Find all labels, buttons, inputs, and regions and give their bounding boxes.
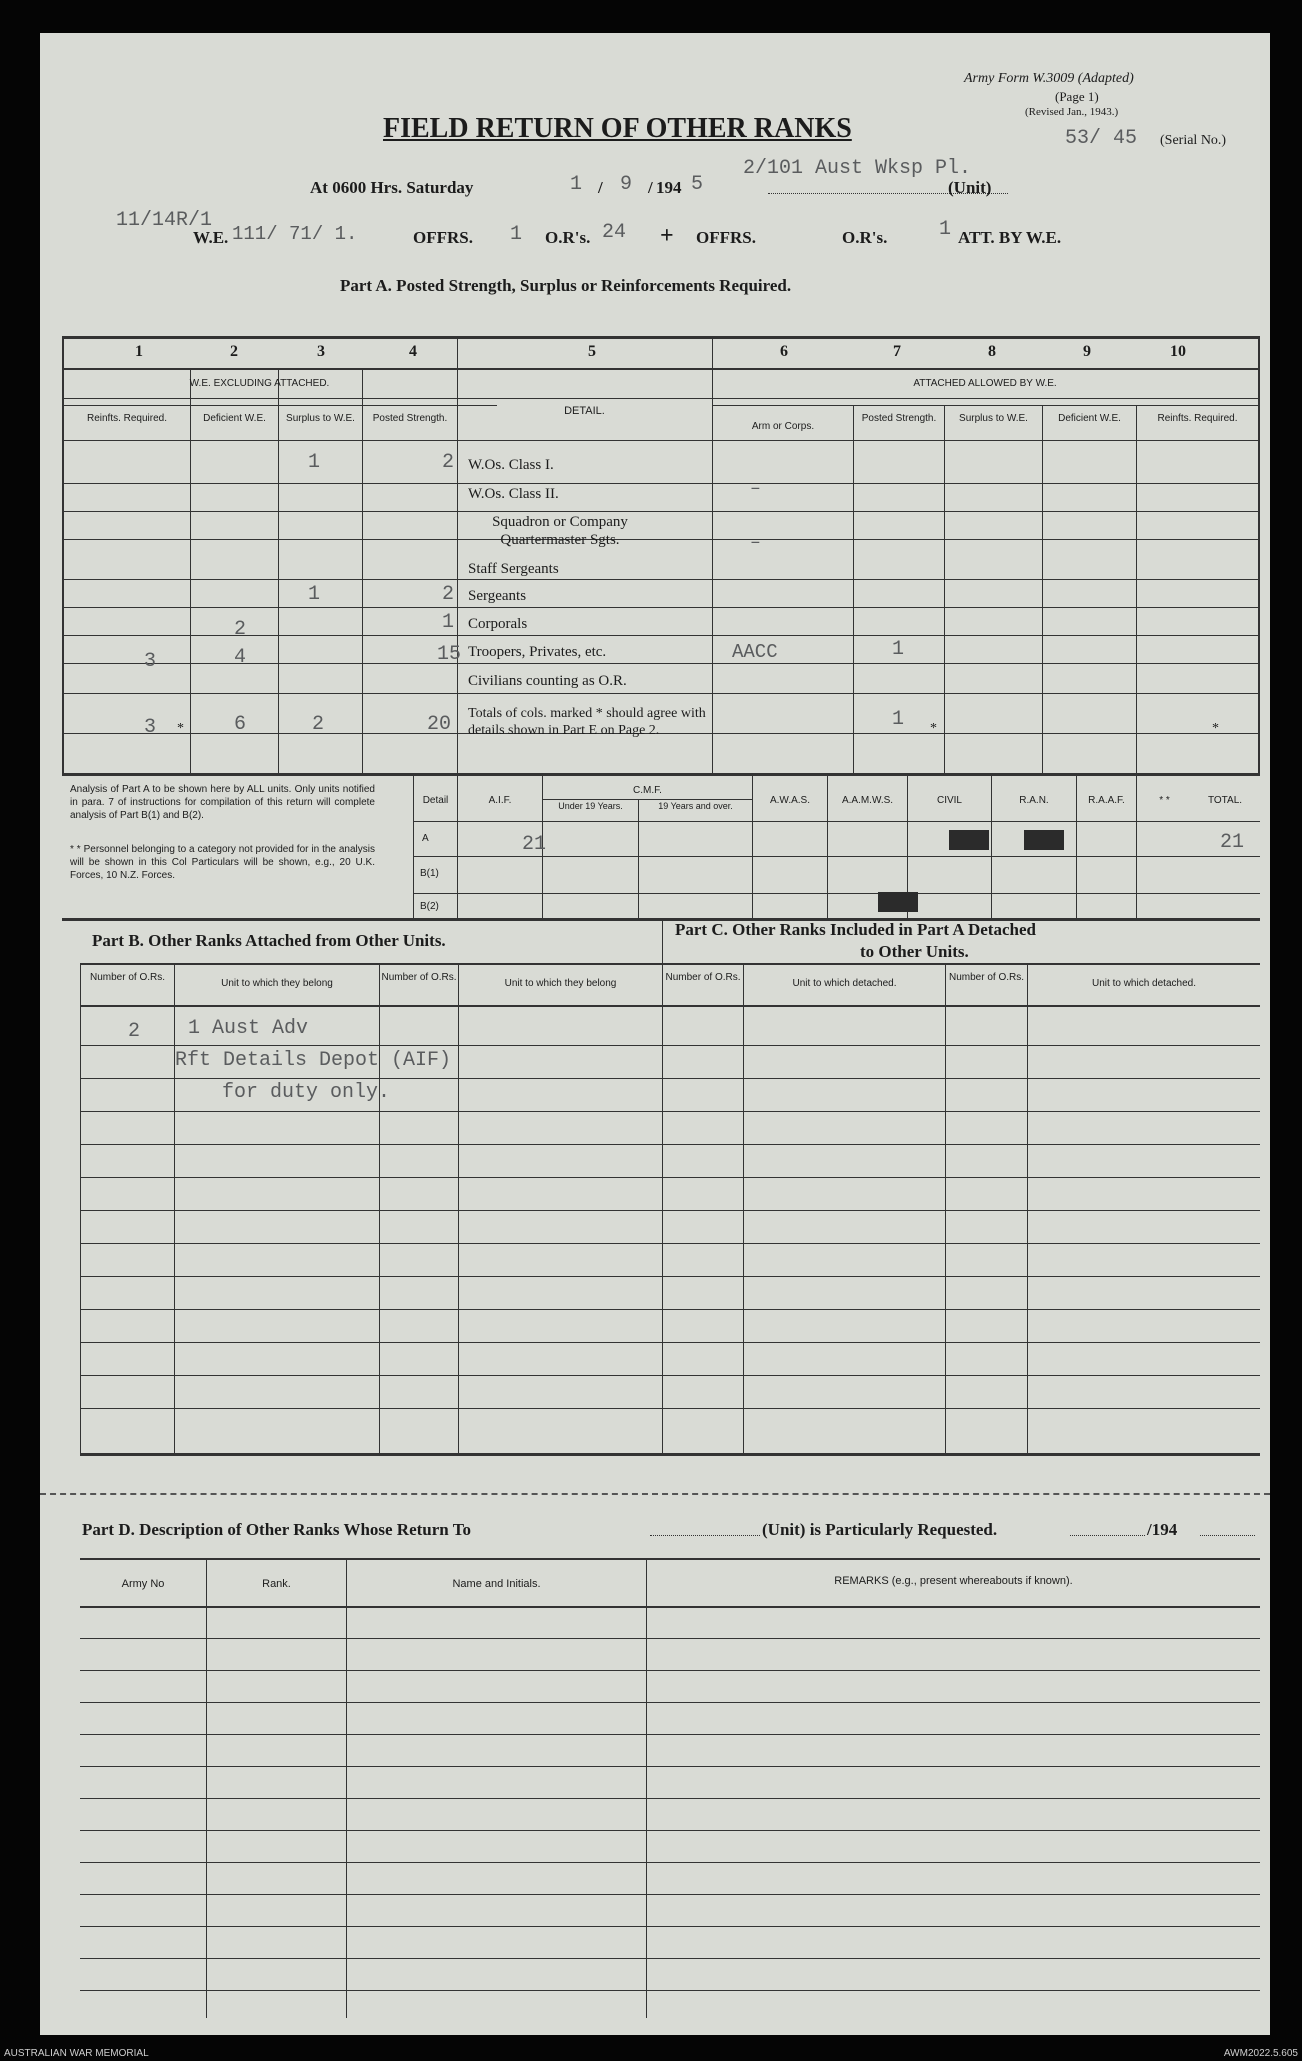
detail-corporals: Corporals [468, 616, 528, 632]
col-num-7: 7 [893, 343, 901, 360]
header-reinfts-required: Reinfts. Required. [86, 413, 168, 424]
ors-value: 24 [602, 221, 627, 244]
analysis-cmf-header: C.M.F. [633, 785, 662, 796]
sgt-surplus: 1 [308, 583, 321, 606]
redaction-civil [878, 892, 918, 912]
part-d-unit-label: (Unit) is Particularly Requested. [762, 1520, 998, 1539]
analysis-row-b1: B(1) [420, 868, 439, 879]
ref-number: 11/14R/1 [116, 209, 213, 232]
detail-staff-sergeants: Staff Sergeants [468, 561, 559, 577]
total-posted: 20 [427, 713, 452, 736]
analysis-note-1: Analysis of Part A to be shown here by ALL units. Only units notified in para. 7 of instructions for compilation of this return will complete analysis of Part B(1) and B(2). [70, 784, 375, 821]
offrs2-label: OFFRS. [696, 228, 756, 247]
total-reinfts: 3 [144, 716, 157, 739]
plus-sign: + [660, 223, 674, 249]
part-d-army-header: Army No [121, 1578, 165, 1590]
part-b-unit-header: Unit to which they belong [221, 978, 333, 989]
ors2-label: O.R's. [842, 228, 888, 247]
part-c-unit-header-2: Unit to which detached. [1092, 978, 1196, 989]
part-c-num-header-2: Number of O.Rs. [948, 972, 1025, 983]
wo2-arm: – [750, 479, 761, 499]
part-d-rank-header: Rank. [262, 1578, 291, 1590]
col-num-6: 6 [780, 343, 788, 360]
revised-date: (Revised Jan., 1943.) [1025, 106, 1119, 118]
detail-sergeants: Sergeants [468, 588, 527, 604]
header-deficient-we: Deficient W.E. [203, 413, 266, 424]
part-c-title-2: to Other Units. [860, 942, 969, 961]
analysis-aif-header: A.I.F. [488, 795, 512, 806]
star-1: * [177, 721, 184, 736]
part-b-num-header-2: Number of O.Rs. [381, 972, 457, 983]
col-num-3: 3 [317, 343, 325, 360]
detail-civilians: Civilians counting as O.R. [468, 673, 627, 689]
col-num-1: 1 [135, 343, 143, 360]
pte-reinfts: 3 [144, 650, 157, 673]
cut-line [40, 1493, 1270, 1495]
footer-left: AUSTRALIAN WAR MEMORIAL [4, 2048, 149, 2059]
we-value: 111/ 71/ 1. [232, 223, 358, 245]
cpl-posted: 1 [442, 611, 455, 634]
part-c-title-1: Part C. Other Ranks Included in Part A Detached [675, 920, 1036, 939]
part-d-year: /194 [1147, 1520, 1178, 1539]
col-num-9: 9 [1083, 343, 1091, 360]
redaction-ran [949, 830, 989, 850]
col-num-4: 4 [409, 343, 417, 360]
date-year-prefix: 194 [656, 178, 682, 197]
unit-label: (Unit) [948, 178, 992, 197]
part-b-title: Part B. Other Ranks Attached from Other Units. [92, 931, 446, 950]
attached-allowed-header: ATTACHED ALLOWED BY W.E. [913, 378, 1057, 389]
page-title: FIELD RETURN OF OTHER RANKS [383, 113, 852, 144]
ors-label: O.R's. [545, 228, 591, 247]
att-label: ATT. BY W.E. [958, 228, 1062, 247]
cqms-arm: – [750, 533, 761, 553]
wo1-surplus: 1 [308, 451, 321, 474]
analysis-detail-header: Detail [422, 795, 449, 806]
star-10: * [1212, 721, 1219, 736]
sgt-posted: 2 [442, 583, 455, 606]
analysis-row-a: A [422, 833, 429, 844]
header-arm-corps: Arm or Corps. [751, 421, 815, 432]
date-year: 5 [691, 173, 704, 196]
part-d-remarks-header: REMARKS (e.g., present whereabouts if known). [834, 1575, 1073, 1587]
pte-arm: AACC [732, 641, 778, 663]
part-d-name-header: Name and Initials. [452, 1578, 541, 1590]
pte-deficient: 4 [234, 646, 247, 669]
analysis-ran-header: R.A.N. [1019, 795, 1049, 806]
offrs-label: OFFRS. [413, 228, 473, 247]
header-posted-strength: Posted Strength. [372, 413, 448, 424]
header-att-deficient: Deficient W.E. [1058, 413, 1121, 424]
offrs-value: 1 [510, 223, 523, 246]
col-num-10: 10 [1170, 343, 1186, 360]
detail-header: DETAIL. [564, 405, 605, 417]
part-b-num-value: 2 [128, 1020, 141, 1043]
unit-value: 2/101 Aust Wksp Pl. [743, 157, 972, 180]
analysis-note-2: * * Personnel belonging to a category not provided for in the analysis will be shown in this Col Particulars will be shown, e.g., 20 U.K. Forces, 10 N.Z. Forces. [70, 844, 375, 881]
total-att-posted: 1 [892, 708, 905, 731]
analysis-aamws-header: A.A.M.W.S. [841, 795, 894, 806]
total-surplus: 2 [312, 713, 325, 736]
detail-wo-class-2: W.Os. Class II. [468, 486, 559, 502]
serial-label: (Serial No.) [1160, 133, 1227, 148]
col-num-2: 2 [230, 343, 238, 360]
pte-att-posted: 1 [892, 638, 905, 661]
header-att-reinfts: Reinfts. Required. [1157, 413, 1238, 424]
part-b-unit-line-1: 1 Aust Adv [188, 1017, 309, 1040]
analysis-aif-a: 21 [522, 833, 547, 856]
analysis-raaf-header: R.A.A.F. [1088, 795, 1125, 806]
detail-totals: Totals of cols. marked * should agree with details shown in Part E on Page 2. [468, 706, 706, 738]
header-surplus-we: Surplus to W.E. [286, 413, 355, 424]
part-d-title: Part D. Description of Other Ranks Whose Return To [82, 1520, 471, 1539]
header-att-surplus: Surplus to W.E. [959, 413, 1028, 424]
col-num-8: 8 [988, 343, 996, 360]
page-number: (Page 1) [1055, 89, 1099, 104]
analysis-row-b2: B(2) [420, 901, 439, 912]
detail-wo-class-1: W.Os. Class I. [468, 457, 554, 473]
col-num-5: 5 [588, 343, 596, 360]
analysis-awas-header: A.W.A.S. [769, 795, 810, 806]
part-b-unit-header-2: Unit to which they belong [504, 978, 617, 989]
ors2-value: 1 [939, 218, 952, 241]
serial-value: 53/ 45 [1065, 127, 1138, 150]
date-day: 1 [570, 173, 583, 196]
part-a-title: Part A. Posted Strength, Surplus or Reinforcements Required. [340, 276, 792, 295]
footer-right: AWM2022.5.605 [1223, 2048, 1298, 2059]
wo1-posted: 2 [442, 451, 455, 474]
detail-troopers: Troopers, Privates, etc. [468, 644, 607, 660]
we-label: W.E. [193, 228, 229, 247]
pte-posted: 15 [437, 643, 462, 666]
total-deficient: 6 [234, 713, 247, 736]
cpl-deficient: 2 [234, 618, 247, 641]
at-line-label: At 0600 Hrs. Saturday [310, 178, 474, 197]
analysis-total-header: TOTAL. [1207, 795, 1243, 806]
redaction-raaf [1024, 830, 1064, 850]
form-sheet: Army Form W.3009 (Adapted) (Page 1) (Revised Jan., 1943.) 53/ 45 (Serial No.) FIELD RETURN OF OTHER RANKS At 0600 Hrs. Saturday 1 / 9 / 194 5 2/101 Aust Wksp Pl. (Unit) 11/14R/1 W.E. 111/ 71/ 1. OFFRS. 1 O.R's. 24 + OFFRS. O.R's. 1 ATT. BY W.E. Part A. Posted Strength, Surplus or Reinforcements Required. 1 2 3 4 5 6 7 8 9 10 W.E. EXCLUDING ATTACHED. ATTACHED ALLOWED BY W.E. DETAIL. Reinfts. Required. Deficient W.E. Surplus to W.E. Posted Strength. Arm or Corps. Posted Strength. Surplus to W.E. Deficient W.E. Reinfts. Required. W.Os. Class I. W.Os. Class II. Squadron or Company Quartermaster Sgts. Staff Sergeants Sergeants Corporals Troopers, Privates, etc. Civilians counting as O.R. Totals of cols. marked * should agree with details shown in Part E on Page 2. 1 2 – – 1 2 2 1 3 4 15 AACC 1 3 6 2 20 1 * * * Analysis of Part A to be shown here by ALL units. Only units notified in para. 7 of instructions for compilation of this return will complete analysis of Part B(1) and B(2). * * Personnel belonging to a category not provided for in the analysis will be shown in this Col Particulars will be shown, e.g., 20 U.K. Forces, 10 N.Z. Forces. Detail A.I.F. C.M.F. Under 19 Years. 19 Years and over. A.W.A.S. A.A.M.W.S. CIVIL R.A.N. R.A.A.F. * * TOTAL. A B(1) B(2) 21 21 Part B. Other Ranks Attached from Other Units. Part C. Other Ranks Included in Part A Detached to Other Units. Number of O.Rs. Unit to which they belong Number of O.Rs. Unit to which they belong Number of O.Rs. Unit to which detached. Number of O.Rs. Unit to which detached. 2 1 Aust Adv Rft Details Depot (AIF) for duty only. Part D. Description of Other Ranks Whose Return To (Unit) is Particularly Requested. /194 Army No Rank. Name and Initials. REMARKS (e.g., present whereabouts if known). [40, 33, 1270, 2035]
part-b-unit-line-2: Rft Details Depot (AIF) [175, 1049, 452, 1072]
header-att-posted: Posted Strength. [861, 413, 937, 424]
analysis-under19-header: Under 19 Years. [558, 801, 623, 811]
analysis-over19-header: 19 Years and over. [658, 801, 733, 811]
part-b-num-header: Number of O.Rs. [89, 972, 166, 983]
part-c-unit-header: Unit to which detached. [792, 978, 897, 989]
we-excluding-header: W.E. EXCLUDING ATTACHED. [189, 378, 330, 389]
analysis-other-header: * * [1159, 795, 1170, 806]
analysis-total-a: 21 [1220, 831, 1245, 854]
star-7: * [930, 721, 937, 736]
detail-cqms: Squadron or Company Quartermaster Sgts. [492, 514, 628, 548]
part-c-num-header: Number of O.Rs. [665, 972, 741, 983]
date-month: 9 [620, 173, 633, 196]
analysis-civil-header: CIVIL [936, 795, 962, 806]
part-b-unit-line-3: for duty only. [222, 1081, 391, 1104]
form-number: Army Form W.3009 (Adapted) [964, 71, 1134, 86]
